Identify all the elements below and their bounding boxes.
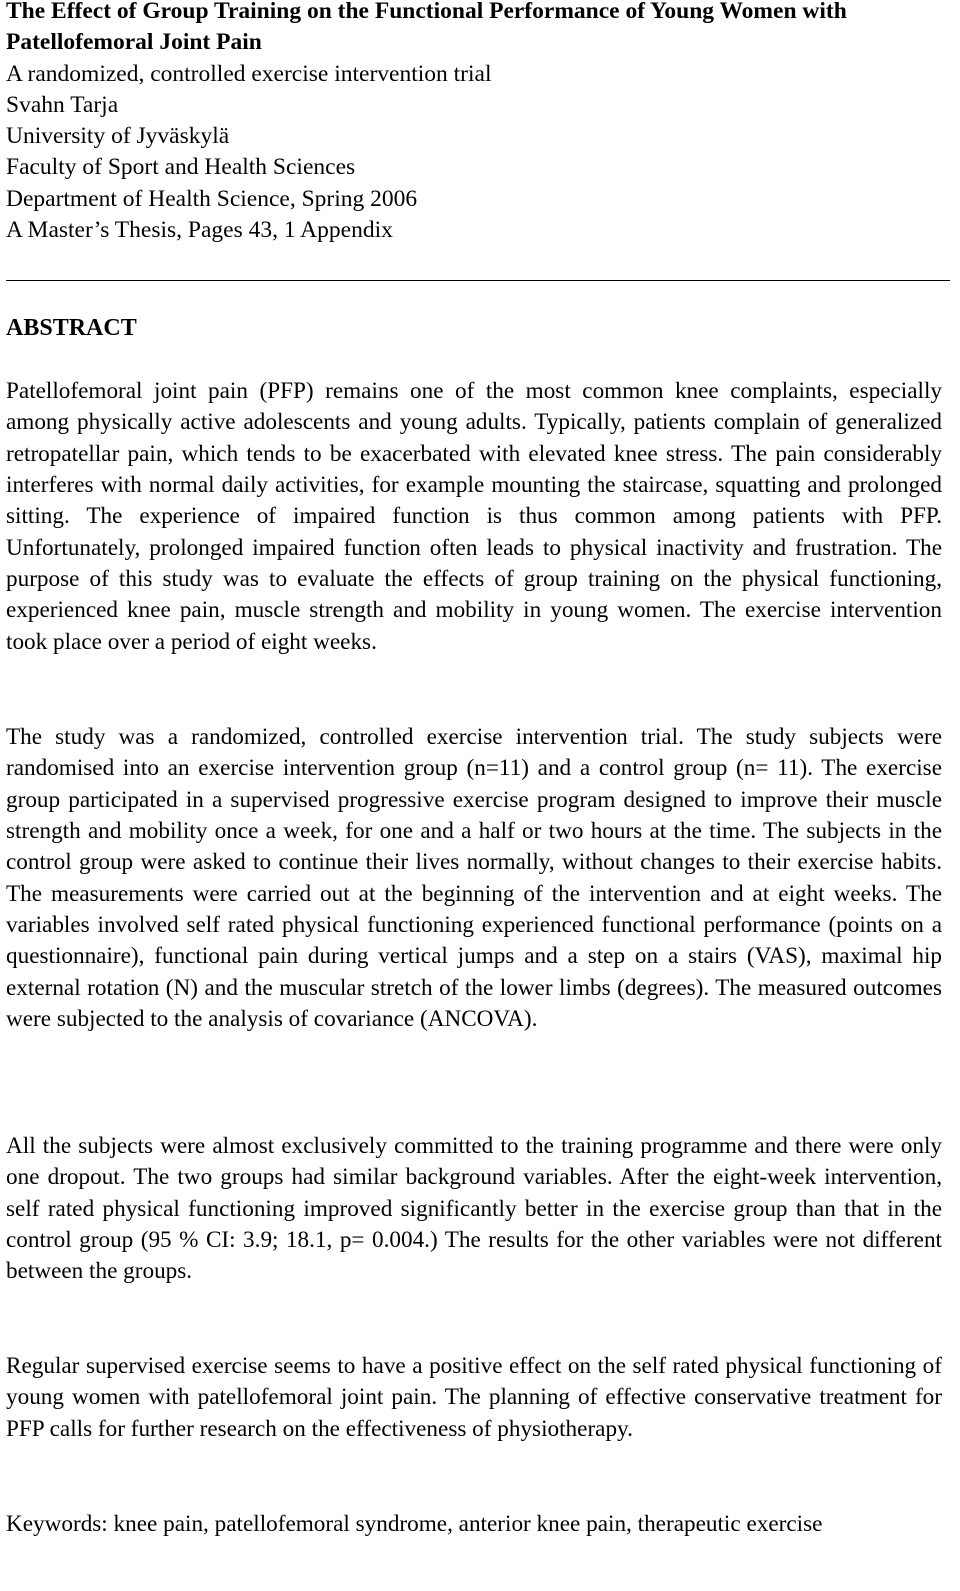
faculty-name: Faculty of Sport and Health Sciences (6, 154, 356, 181)
department-name: Department of Health Science, Spring 2006 (6, 185, 418, 212)
thesis-title: The Effect of Group Training on the Functional Performance of Young Women with Patellofemoral Joint Pain (6, 0, 847, 56)
abstract-paragraph-3: All the subjects were almost exclusively committed to the training programme and there were only one dropout. The two groups had similar background variables. After the eight-week intervention, self rated physical functioning improved significantly better in the exercise group than that in the control group (95 % CI: 3.9; 18.1, p= 0.004.) The results for the other variables were not different between the groups. (6, 1133, 942, 1285)
thesis-subtitle: A randomized, controlled exercise intervention trial (6, 60, 492, 87)
thesis-info: A Master’s Thesis, Pages 43, 1 Appendix (6, 217, 393, 244)
author-name: Svahn Tarja (6, 91, 119, 118)
abstract-heading: ABSTRACT (6, 315, 137, 341)
abstract-paragraph-2: The study was a randomized, controlled exercise intervention trial. The study subjects were randomised into an exercise intervention group (n=11) and a control group (n= 11). The exercise group participated in a supervised progressive exercise program designed to improve their muscle strength and mobility once a week, for one and a half or two hours at the time. The subjects in the control group were asked to continue their lives normally, without changes to their exercise habits. The measurements were carried out at the beginning of the intervention and at eight weeks. The variables involved self rated physical functioning experienced functional performance (points on a questionnaire), functional pain during vertical jumps and a step on a stairs (VAS), maximal hip external rotation (N) and the muscular stretch of the lower limbs (degrees). The measured outcomes were subjected to the analysis of covariance (ANCOVA). (6, 724, 942, 1033)
abstract-paragraph-4: Regular supervised exercise seems to have a positive effect on the self rated physical functioning of young women with patellofemoral joint pain. The planning of effective conservative treatment for PFP calls for further research on the effectiveness of physiotherapy. (6, 1353, 942, 1442)
document-page (6, 0, 944, 1537)
university-name: University of Jyväskylä (6, 123, 230, 150)
thesis-metadata (6, 0, 944, 246)
keywords-line: Keywords: knee pain, patellofemoral syndrome, anterior knee pain, therapeutic exercise (6, 1511, 823, 1537)
horizontal-rule (6, 280, 950, 281)
abstract-paragraph-1: Patellofemoral joint pain (PFP) remains one of the most common knee complaints, especially among physically active adolescents and young adults. Typically, patients complain of generalized retropatellar pain, which tends to be exacerbated with elevated knee stress. The pain considerably interferes with normal daily activities, for example mounting the staircase, squatting and prolonged sitting. The experience of impaired function is thus common among patients with PFP. Unfortunately, prolonged impaired function often leads to physical inactivity and frustration. The purpose of this study was to evaluate the effects of group training on the physical functioning, experienced knee pain, muscle strength and mobility in young women. The exercise intervention took place over a period of eight weeks. (6, 378, 942, 655)
